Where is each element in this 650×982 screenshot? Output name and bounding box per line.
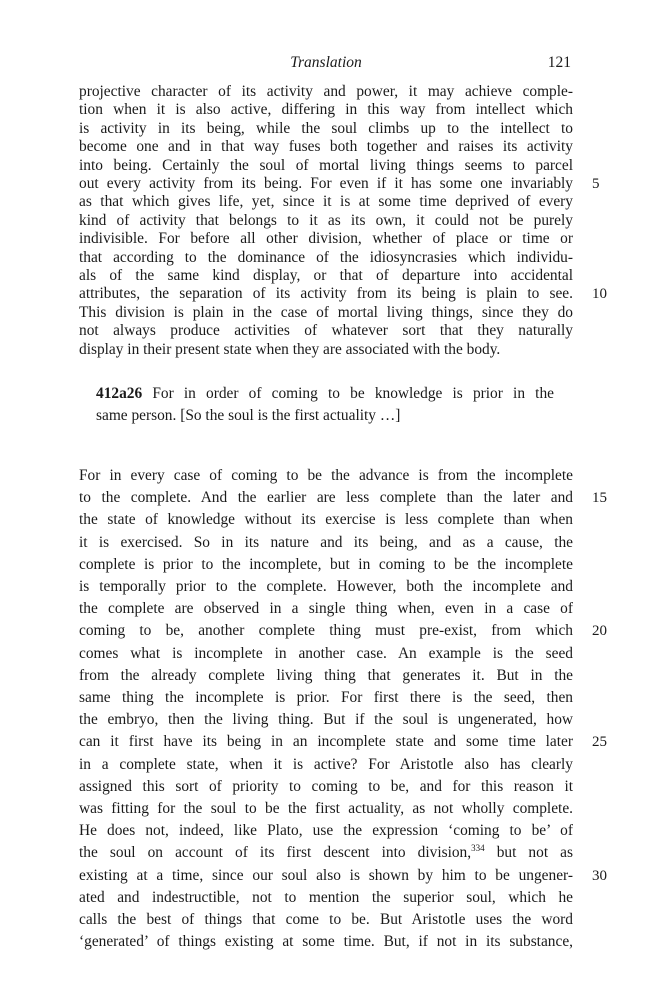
- text-line: als of the same kind display, or that of departure into accidental: [79, 267, 573, 284]
- text-line: kind of activity that belongs to it as its own, it could not be purely: [79, 211, 573, 229]
- text-line: was fitting for the soul to be the first actuality, as not wholly complete.: [79, 800, 573, 817]
- footnote-marker: 334: [471, 843, 485, 854]
- text-line: projective character of its activity and power, it may achieve comple-: [79, 83, 573, 100]
- text-line: to the complete. And the earlier are less complete than the later and: [79, 489, 573, 507]
- text-line: the state of knowledge without its exercise is less complete than when: [79, 511, 573, 529]
- text-line: not always produce activities of whatever sort that they naturally: [79, 322, 573, 340]
- margin-line-number: 20: [592, 623, 607, 640]
- lemma-reference: 412a26: [96, 385, 143, 402]
- text-line: display in their present state when they are associated with the body.: [79, 340, 501, 358]
- text-line: as that which gives life, yet, since it is at some time deprived of every: [79, 193, 573, 211]
- text-line: the embryo, then the living thing. But if the soul is ungenerated, how: [79, 711, 573, 729]
- text-line: can it first have its being in an incomplete state and some time later: [79, 733, 573, 751]
- margin-line-number: 25: [592, 734, 607, 751]
- text-line-with-footnote: [79, 842, 573, 864]
- margin-line-number: 30: [592, 867, 607, 884]
- text-line: coming to be, another complete thing must pre-exist, from which: [79, 622, 573, 640]
- text-line: ated and indestructible, not to mention the superior soul, which he: [79, 888, 573, 906]
- text-line: from the already complete living thing that generates it. But in the: [79, 666, 573, 684]
- text-line: complete is prior to the incomplete, but in coming to be the incomplete: [79, 555, 573, 573]
- text-line: existing at a time, since our soul also is shown by him to be ungener-: [79, 866, 573, 884]
- text-line: tion when it is also active, differing in this way from intellect which: [79, 101, 573, 119]
- running-title: Translation: [290, 54, 362, 71]
- text-line: This division is plain in the case of mortal living things, since they do: [79, 303, 573, 321]
- text-line: same thing the incomplete is prior. For first there is the seed, then: [79, 689, 573, 706]
- text-line: that according to the dominance of the idiosyncrasies which individu-: [79, 248, 573, 266]
- text-line: it is exercised. So in its nature and its being, and as a cause, the: [79, 533, 573, 551]
- margin-line-number: 5: [592, 176, 600, 192]
- text-line: attributes, the separation of its activity from its being is plain to see.: [79, 285, 573, 303]
- text-line: in a complete state, when it is active? For Aristotle also has clearly: [79, 755, 573, 773]
- text-line: into being. Certainly the soul of mortal living things seems to parcel: [79, 156, 573, 174]
- text-segment: the soul on account of its first descent into division,: [79, 844, 472, 862]
- lemma-line: same person. [So the soul is the first actuality …]: [96, 407, 401, 424]
- lemma-text: For in order of coming to be knowledge is prior in the: [152, 385, 554, 402]
- text-line: assigned this sort of priority to coming to be, and for this reason it: [79, 777, 573, 795]
- text-line: ‘generated’ of things existing at some time. But, if not in its substance,: [79, 933, 573, 951]
- text-line: become one and in that way fuses both together and raises its activity: [79, 138, 573, 156]
- text-line: calls the best of things that come to be. But Aristotle uses the word: [79, 911, 573, 928]
- text-line: comes what is incomplete in another case. An example is the seed: [79, 644, 573, 662]
- text-line: is activity in its being, while the soul climbs up to the intellect to: [79, 119, 573, 137]
- margin-line-number: 15: [592, 490, 607, 507]
- text-line: is temporally prior to the complete. However, both the incomplete and: [79, 578, 573, 595]
- text-line: For in every case of coming to be the advance is from the incomplete: [79, 467, 573, 484]
- text-line: out every activity from its being. For even if it has some one invariably: [79, 175, 573, 192]
- lemma-line: [96, 383, 554, 405]
- text-line: indivisible. For before all other division, whether of place or time or: [79, 230, 573, 248]
- page-number: 121: [547, 54, 571, 71]
- text-segment: but not as: [484, 844, 573, 862]
- text-line: the complete are observed in a single thing when, even in a case of: [79, 600, 573, 618]
- text-line: He does not, indeed, like Plato, use the expression ‘coming to be’ of: [79, 822, 573, 840]
- margin-line-number: 10: [592, 286, 607, 303]
- running-head: [79, 54, 573, 74]
